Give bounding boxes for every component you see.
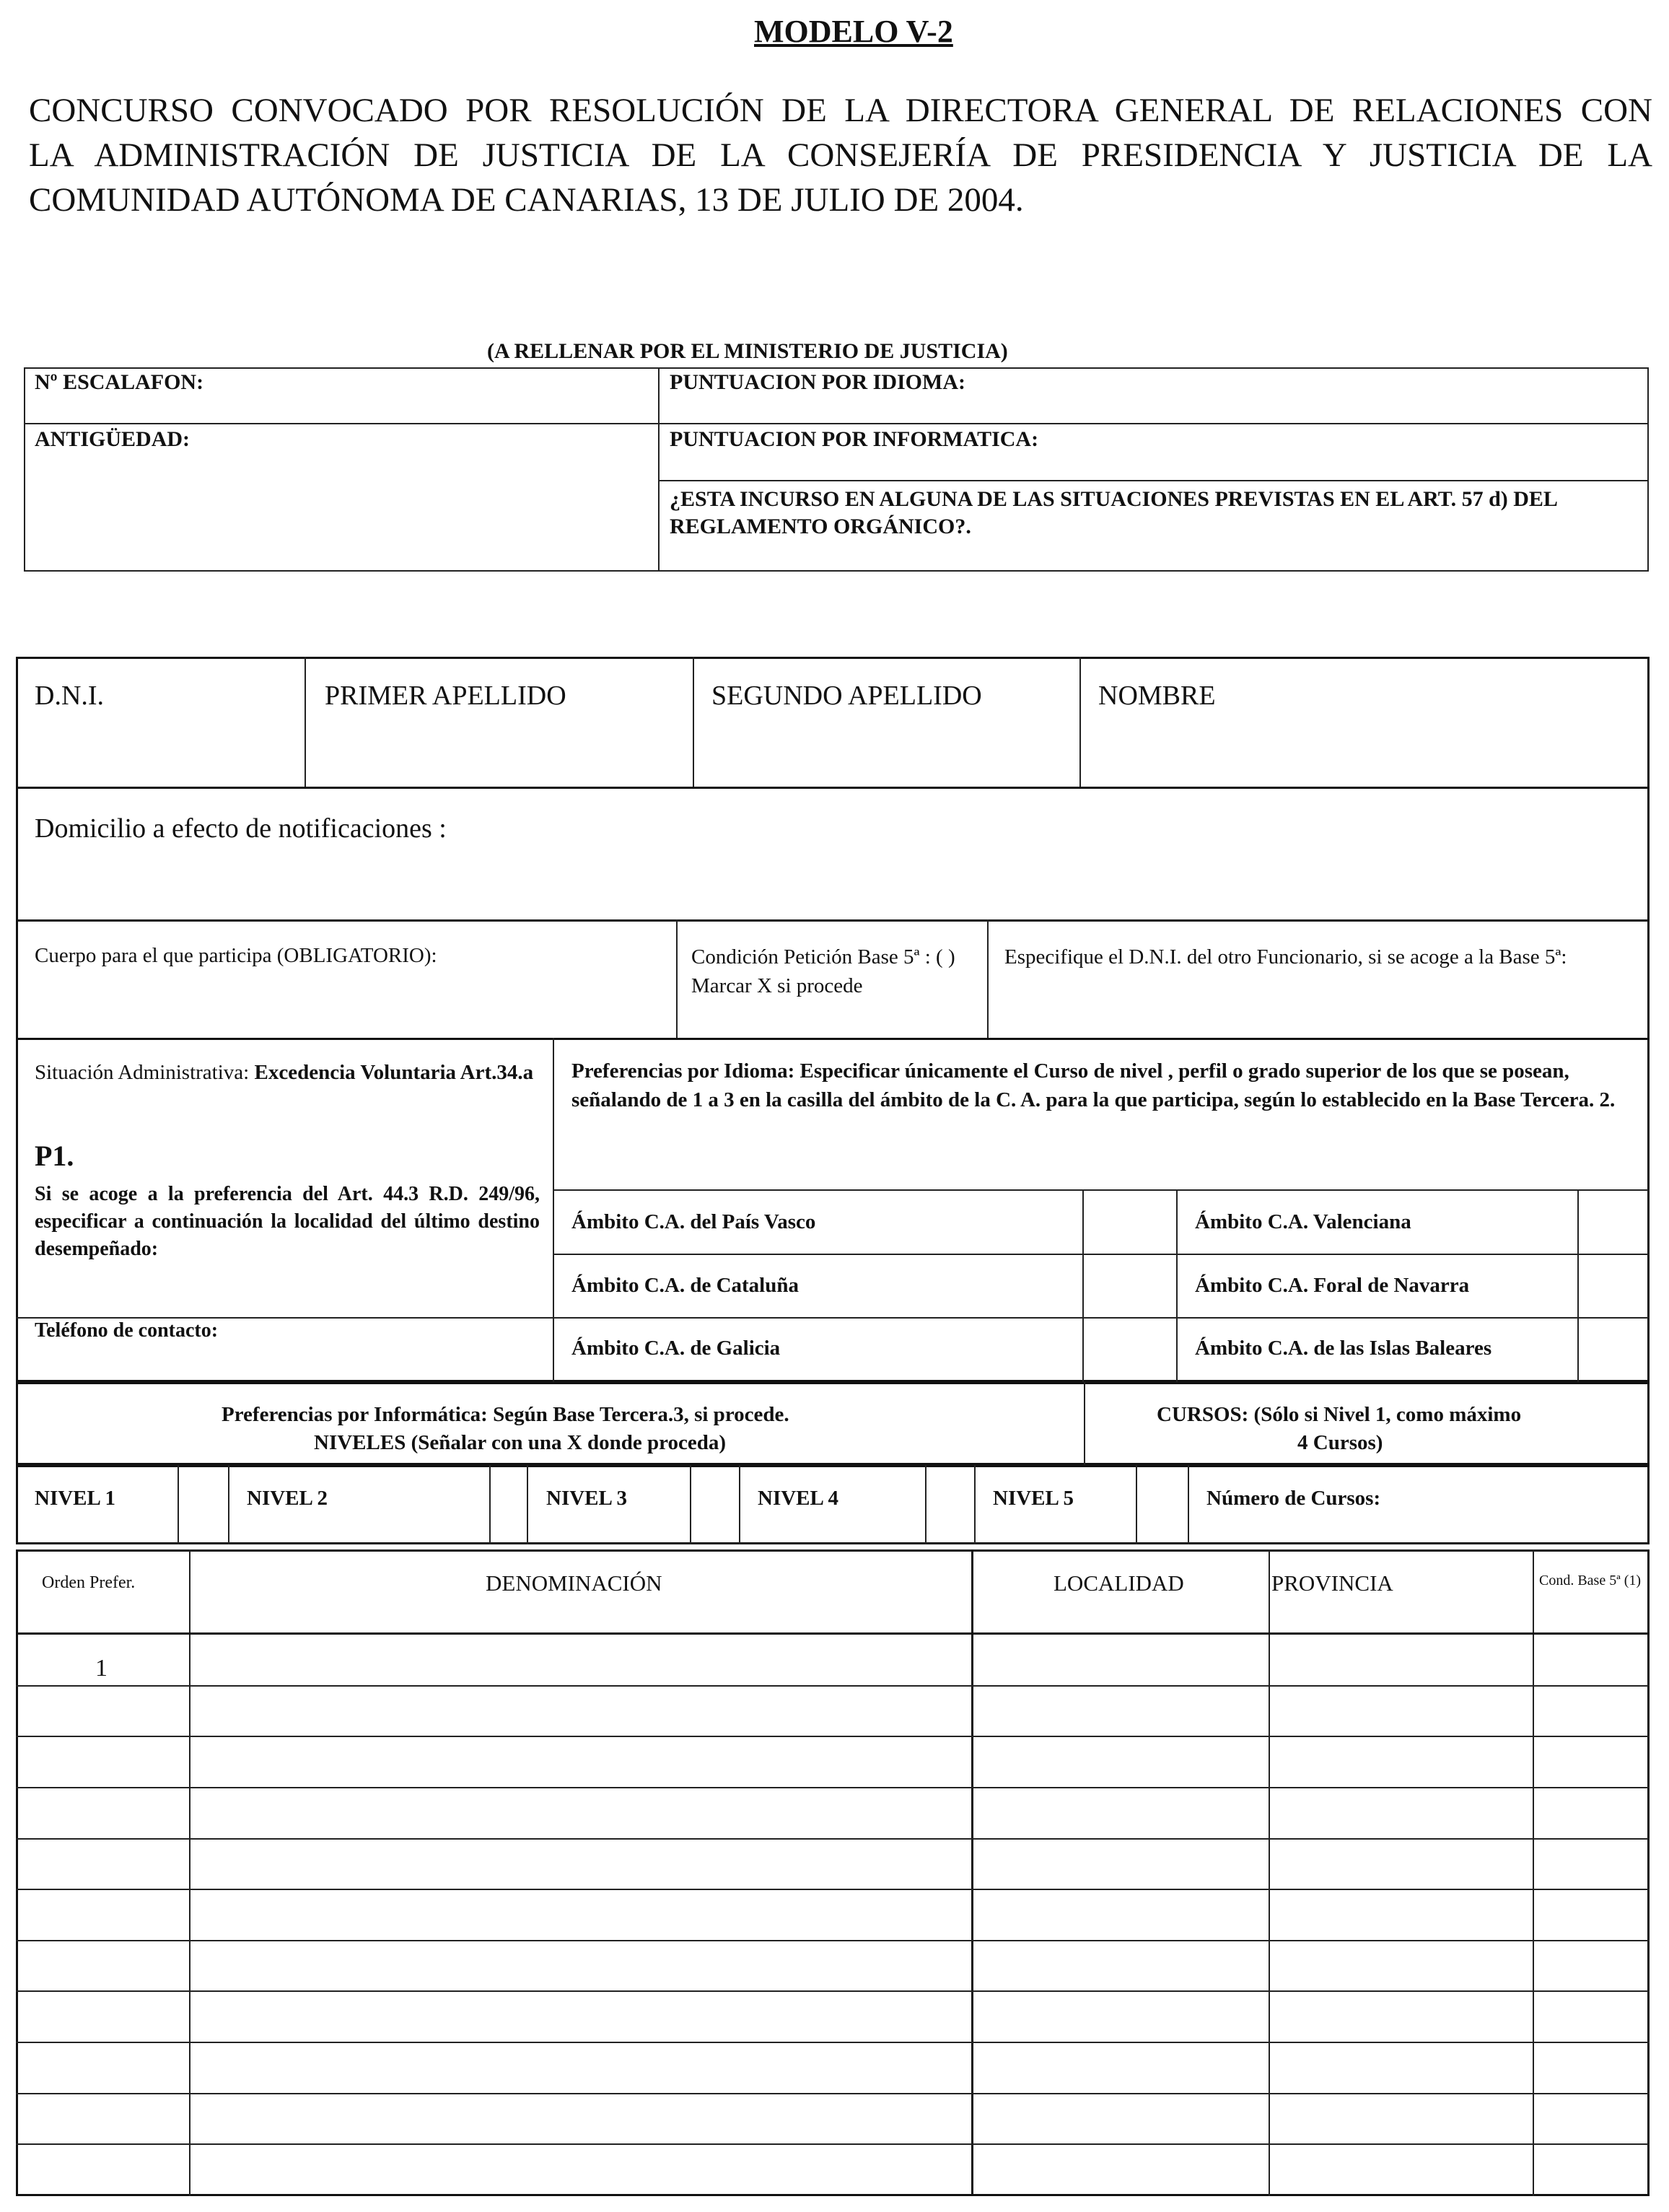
first-row-order: 1 xyxy=(95,1655,108,1682)
nivel-5-label: NIVEL 5 xyxy=(993,1487,1074,1510)
nivel-2-checkbox[interactable] xyxy=(491,1467,526,1542)
domicilio-label: Domicilio a efecto de notificaciones : xyxy=(35,813,447,844)
puntuacion-informatica-label: PUNTUACION POR INFORMATICA: xyxy=(670,427,1039,451)
ambito-navarra: Ámbito C.A. Foral de Navarra xyxy=(1195,1274,1470,1297)
table-row[interactable] xyxy=(18,2145,1647,2194)
ambito-cataluna: Ámbito C.A. de Cataluña xyxy=(571,1274,799,1297)
nivel-3-checkbox[interactable] xyxy=(692,1467,738,1542)
ambito-box-navarra[interactable] xyxy=(1580,1256,1647,1316)
table-row[interactable] xyxy=(18,1788,1647,1837)
column-header-cond-base: Cond. Base 5ª (1) xyxy=(1539,1573,1642,1588)
ambito-valenciana: Ámbito C.A. Valenciana xyxy=(1195,1210,1411,1233)
table-row[interactable] xyxy=(18,1890,1647,1939)
table-row[interactable] xyxy=(18,2094,1647,2143)
table-row[interactable] xyxy=(18,1992,1647,2041)
ambito-box-cataluna[interactable] xyxy=(1085,1256,1175,1316)
nivel-1-label: NIVEL 1 xyxy=(35,1487,116,1510)
situacion-administrativa xyxy=(35,1058,540,1087)
dni-label: D.N.I. xyxy=(35,681,105,711)
table-row[interactable] xyxy=(18,2043,1647,2092)
situacion-value: Excedencia Voluntaria Art.34.a xyxy=(254,1061,534,1084)
ambito-box-baleares[interactable] xyxy=(1580,1319,1647,1380)
condicion-peticion-label: Condición Petición Base 5ª : ( ) Marcar X si procede xyxy=(691,945,955,997)
situacion-label: Situación Administrativa: xyxy=(35,1061,255,1084)
ambito-galicia: Ámbito C.A. de Galicia xyxy=(571,1337,781,1360)
especifique-dni-label: Especifique el D.N.I. del otro Funcionario, si se acoge a la Base 5ª: xyxy=(1004,945,1567,969)
informatica-line-1: Preferencias por Informática: Según Base Tercera.3, si procede. xyxy=(222,1403,789,1426)
preferencias-idioma: Preferencias por Idioma: Especificar únicamente el Curso de nivel , perfil o grado superior de los que se posean, señalando de 1 a 3 en la casilla del ámbito de la C. A. para la que participa, según lo establecido en la Base Tercera. 2. xyxy=(571,1059,1616,1111)
segundo-apellido-label: SEGUNDO APELLIDO xyxy=(711,681,982,711)
column-header-localidad: LOCALIDAD xyxy=(1053,1570,1184,1596)
nivel-4-label: NIVEL 4 xyxy=(758,1487,839,1510)
nivel-2-label: NIVEL 2 xyxy=(247,1487,328,1510)
table-row[interactable] xyxy=(18,1737,1647,1786)
cuerpo-label: Cuerpo para el que participa (OBLIGATORIO): xyxy=(35,944,437,967)
ambito-box-pais-vasco[interactable] xyxy=(1085,1192,1175,1253)
puntuacion-idioma-label: PUNTUACION POR IDIOMA: xyxy=(670,370,965,394)
document-title: MODELO V-2 xyxy=(754,14,953,49)
escalafon-label: Nº ESCALAFON: xyxy=(35,370,204,394)
ambito-pais-vasco: Ámbito C.A. del País Vasco xyxy=(571,1210,816,1233)
primer-apellido-label: PRIMER APELLIDO xyxy=(325,681,566,711)
p1-label: P1. xyxy=(35,1140,74,1172)
subtitle-line-2: LA ADMINISTRACIÓN DE JUSTICIA DE LA CONSEJERÍA DE PRESIDENCIA Y JUSTICIA DE LA xyxy=(29,136,1652,174)
column-header-provincia: PROVINCIA xyxy=(1271,1570,1393,1596)
numero-cursos-label: Número de Cursos: xyxy=(1206,1487,1381,1510)
table-row[interactable] xyxy=(18,1687,1647,1736)
ambito-box-valenciana[interactable] xyxy=(1580,1192,1647,1253)
column-header-denominacion: DENOMINACIÓN xyxy=(486,1570,662,1596)
ambito-box-galicia[interactable] xyxy=(1085,1319,1175,1380)
document-subtitle xyxy=(29,88,1652,222)
nombre-label: NOMBRE xyxy=(1098,681,1216,711)
ministry-caption: (A RELLENAR POR EL MINISTERIO DE JUSTICIA) xyxy=(487,339,1008,363)
nivel-4-checkbox[interactable] xyxy=(927,1467,973,1542)
subtitle-line-3: COMUNIDAD AUTÓNOMA DE CANARIAS, 13 DE JULIO DE 2004. xyxy=(29,181,1024,219)
cursos-line-2: 4 Cursos) xyxy=(1297,1431,1383,1454)
table-row[interactable] xyxy=(18,1840,1647,1889)
ministry-box xyxy=(24,367,1649,572)
telefono-label: Teléfono de contacto: xyxy=(35,1319,219,1342)
column-header-orden: Orden Prefer. xyxy=(42,1573,136,1592)
situaciones-question: ¿ESTA INCURSO EN ALGUNA DE LAS SITUACIONES PREVISTAS EN EL ART. 57 d) DEL REGLAMENTO ORGÁNICO?. xyxy=(670,487,1557,538)
p1-text: Si se acoge a la preferencia del Art. 44.3 R.D. 249/96, especificar a continuación la localidad del último destino desempeñado: xyxy=(35,1183,540,1260)
nivel-3-label: NIVEL 3 xyxy=(546,1487,628,1510)
cursos-line-1: CURSOS: (Sólo si Nivel 1, como máximo xyxy=(1157,1403,1522,1426)
table-row[interactable] xyxy=(18,1941,1647,1990)
nivel-5-checkbox[interactable] xyxy=(1138,1467,1187,1542)
table-row[interactable] xyxy=(18,1635,1647,1684)
nivel-1-checkbox[interactable] xyxy=(180,1467,227,1542)
ambito-baleares: Ámbito C.A. de las Islas Baleares xyxy=(1195,1337,1492,1360)
subtitle-line-1: CONCURSO CONVOCADO POR RESOLUCIÓN DE LA DIRECTORA GENERAL DE RELACIONES CON xyxy=(29,92,1652,129)
antiguedad-label: ANTIGÜEDAD: xyxy=(35,427,190,451)
informatica-line-2: NIVELES (Señalar con una X donde proceda) xyxy=(314,1431,726,1454)
